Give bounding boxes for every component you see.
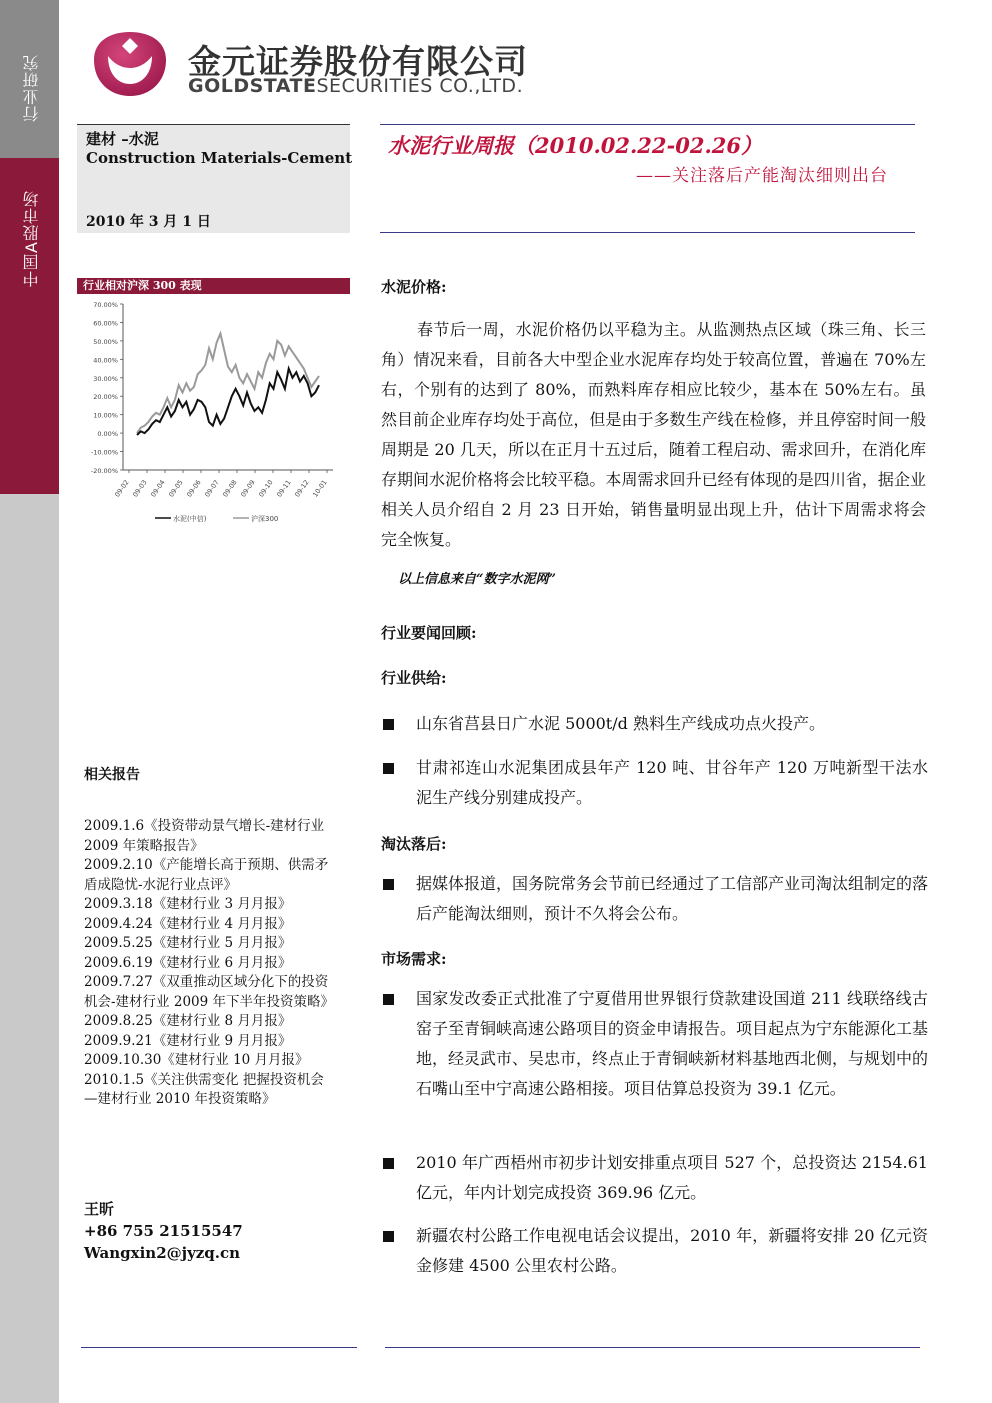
- related-report-line: 2009.5.25《建材行业 5 月月报》: [84, 935, 292, 951]
- chart-y-tick-label: 70.00%: [93, 301, 118, 309]
- related-reports-title: 相关报告: [84, 767, 140, 783]
- chart-x-tick-label: 09-04: [149, 478, 167, 499]
- supply-item: 甘肃祁连山水泥集团成县年产 120 吨、甘谷年产 120 万吨新型干法水泥生产线分别建成投产。: [416, 758, 928, 807]
- source-note: 以上信息来自“数字水泥网”: [398, 572, 556, 587]
- demand-item: 2010 年广西梧州市初步计划安排重点项目 527 个，总投资达 2154.61 亿元，年内计划完成投资 369.96 亿元。: [416, 1153, 928, 1202]
- related-reports-list: [84, 817, 354, 1110]
- bullet-square-icon: [383, 719, 394, 730]
- related-report-line: 2009.10.30《建材行业 10 月月报》: [84, 1052, 309, 1068]
- footer-rule-left: [81, 1347, 357, 1348]
- related-report-line: 2009.3.18《建材行业 3 月月报》: [84, 896, 292, 912]
- chart-y-tick-label: 40.00%: [93, 356, 118, 365]
- company-name-cn: 金元证券股份有限公司: [188, 42, 528, 81]
- related-report-line: 2009 年策略报告》: [84, 837, 204, 854]
- chart-y-tick-label: 20.00%: [93, 393, 118, 402]
- related-report-line: 2009.9.21《建材行业 9 月月报》: [84, 1032, 292, 1049]
- report-subtitle: ——关注落后产能淘汰细则出台: [636, 166, 888, 186]
- analyst-phone: +86 755 21515547: [84, 1222, 243, 1240]
- chart-x-tick-label: 09-07: [203, 478, 221, 499]
- analyst-email[interactable]: Wangxin2@jyzq.cn: [84, 1244, 241, 1262]
- company-name-en-bold: GOLDSTATE: [188, 75, 317, 97]
- chart-legend-label: 沪深300: [251, 515, 279, 523]
- category-cn: 建材 –水泥: [86, 130, 159, 148]
- chart-x-tick-label: 09-10: [257, 478, 275, 499]
- sidebar-band-red: [0, 158, 59, 494]
- report-title: 水泥行业周报（2010.02.22-02.26）: [388, 133, 762, 158]
- related-report-line: 盾成隐忧-水泥行业点评》: [84, 876, 238, 893]
- bullet-square-icon: [383, 879, 394, 890]
- report-date: 2010 年 3 月 1 日: [86, 214, 211, 230]
- news-heading: 行业要闻回顾:: [381, 624, 477, 642]
- chart-x-tick-label: 09-12: [293, 478, 311, 499]
- elimination-item: 据媒体报道，国务院常务会节前已经通过了工信部产业司淘汰组制定的落后产能淘汰细则，预计不久将会公布。: [416, 874, 929, 923]
- chart-header: 行业相对沪深 300 表现: [77, 278, 350, 294]
- company-name-en-rest: SECURITIES CO.,LTD.: [316, 75, 524, 97]
- company-name-en: [188, 75, 523, 97]
- analyst-contact: [84, 1198, 243, 1264]
- related-report-line: 机会-建材行业 2009 年下半年投资策略》: [84, 993, 335, 1010]
- chart-x-tick-label: 10-01: [311, 478, 329, 499]
- bullet-square-icon: [383, 1158, 394, 1169]
- performance-chart: [77, 296, 350, 532]
- chart-legend-label: 水泥(中信): [173, 515, 207, 523]
- chart-x-tick-label: 09-03: [131, 478, 149, 499]
- related-report-line: 2010.1.5《关注供需变化 把握投资机会: [84, 1071, 324, 1088]
- chart-y-tick-label: 30.00%: [93, 374, 118, 383]
- demand-item: 新疆农村公路工作电视电话会议提出，2010 年，新疆将安排 20 亿元资金修建 4500 公里农村公路。: [416, 1226, 928, 1275]
- related-report-line: 2009.2.10《产能增长高于预期、供需矛: [84, 857, 329, 873]
- demand-item: 国家发改委正式批准了宁夏借用世界银行贷款建设国道 211 线联络线古窑子至青铜峡高速公路项目的资金申请报告。项目起点为宁东能源化工基地，经灵武市、吴忠市，终点止于青铜峡新材料基地西北侧，与规划中的石嘴山至中宁高速公路相接。项目估算总投资为 39.1 亿元。: [416, 989, 929, 1098]
- chart-series-line: [137, 369, 319, 435]
- related-report-line: 2009.4.24《建材行业 4 月月报》: [84, 915, 292, 932]
- related-report-line: 2009.7.27《双重推动区域分化下的投资: [84, 974, 329, 990]
- chart-x-tick-label: 09-02: [113, 478, 131, 499]
- price-heading: 水泥价格:: [381, 278, 447, 296]
- chart-x-tick-label: 09-08: [221, 478, 239, 499]
- chart-y-tick-label: 50.00%: [93, 337, 118, 346]
- elimination-heading: 淘汰落后:: [381, 835, 447, 853]
- demand-heading: 市场需求:: [381, 950, 447, 968]
- bullet-square-icon: [383, 763, 394, 774]
- related-report-line: 2009.6.19《建材行业 6 月月报》: [84, 954, 292, 971]
- chart-series-line: [137, 334, 319, 434]
- chart-y-tick-label: -10.00%: [90, 448, 118, 457]
- category-en: Construction Materials-Cement: [86, 149, 353, 167]
- chart-y-tick-label: -20.00%: [90, 467, 118, 475]
- analyst-name: 王昕: [84, 1200, 115, 1218]
- related-report-line: —建材行业 2010 年投资策略》: [84, 1091, 276, 1107]
- title-rule-bottom: [380, 232, 915, 233]
- chart-x-tick-label: 09-06: [185, 478, 203, 499]
- bullet-square-icon: [383, 994, 394, 1005]
- chart-y-tick-label: 10.00%: [93, 411, 118, 420]
- bullet-square-icon: [383, 1231, 394, 1242]
- company-logo-icon: [90, 30, 170, 98]
- chart-x-tick-label: 09-11: [275, 478, 293, 499]
- title-rule-top: [380, 124, 915, 125]
- footer-rule-right: [385, 1347, 920, 1348]
- related-report-line: 2009.1.6《投资带动景气增长-建材行业: [84, 818, 325, 834]
- sidebar-label-industry-research: 行业研究: [22, 54, 41, 122]
- chart-y-tick-label: 60.00%: [93, 319, 118, 328]
- supply-heading: 行业供给:: [381, 669, 447, 687]
- sidebar-band-gray-top: [0, 0, 59, 158]
- chart-x-tick-label: 09-05: [167, 478, 185, 499]
- price-paragraph: 春节后一周，水泥价格仍以平稳为主。从监测热点区域（珠三角、长三角）情况来看，目前各大中型企业水泥库存均处于较高位置，普遍在 70%左右，个别有的达到了 80%，而熟料库存相应比较少，基本在 50%左右。虽然目前企业库存均处于高位，但是由于多数生产线在检修，并且停窑时间一般周期是 20 几天，所以在正月十五过后，随着工程启动、需求回升，在消化库存期间水泥价格将会比较平稳。本周需求回升已经有体现的是四川省，据企业相关人员介绍自 2 月 23 日开始，销售量明显出现上升，估计下周需求将会完全恢复。: [381, 320, 926, 549]
- sidebar-band-gray-bottom: [0, 494, 59, 1403]
- chart-x-tick-label: 09-09: [239, 478, 257, 499]
- related-report-line: 2009.8.25《建材行业 8 月月报》: [84, 1013, 292, 1029]
- supply-item: 山东省莒县日广水泥 5000t/d 熟料生产线成功点火投产。: [416, 714, 825, 733]
- sidebar-label-a-share-market: 中国A股市场: [22, 190, 41, 287]
- chart-y-tick-label: 0.00%: [97, 430, 118, 439]
